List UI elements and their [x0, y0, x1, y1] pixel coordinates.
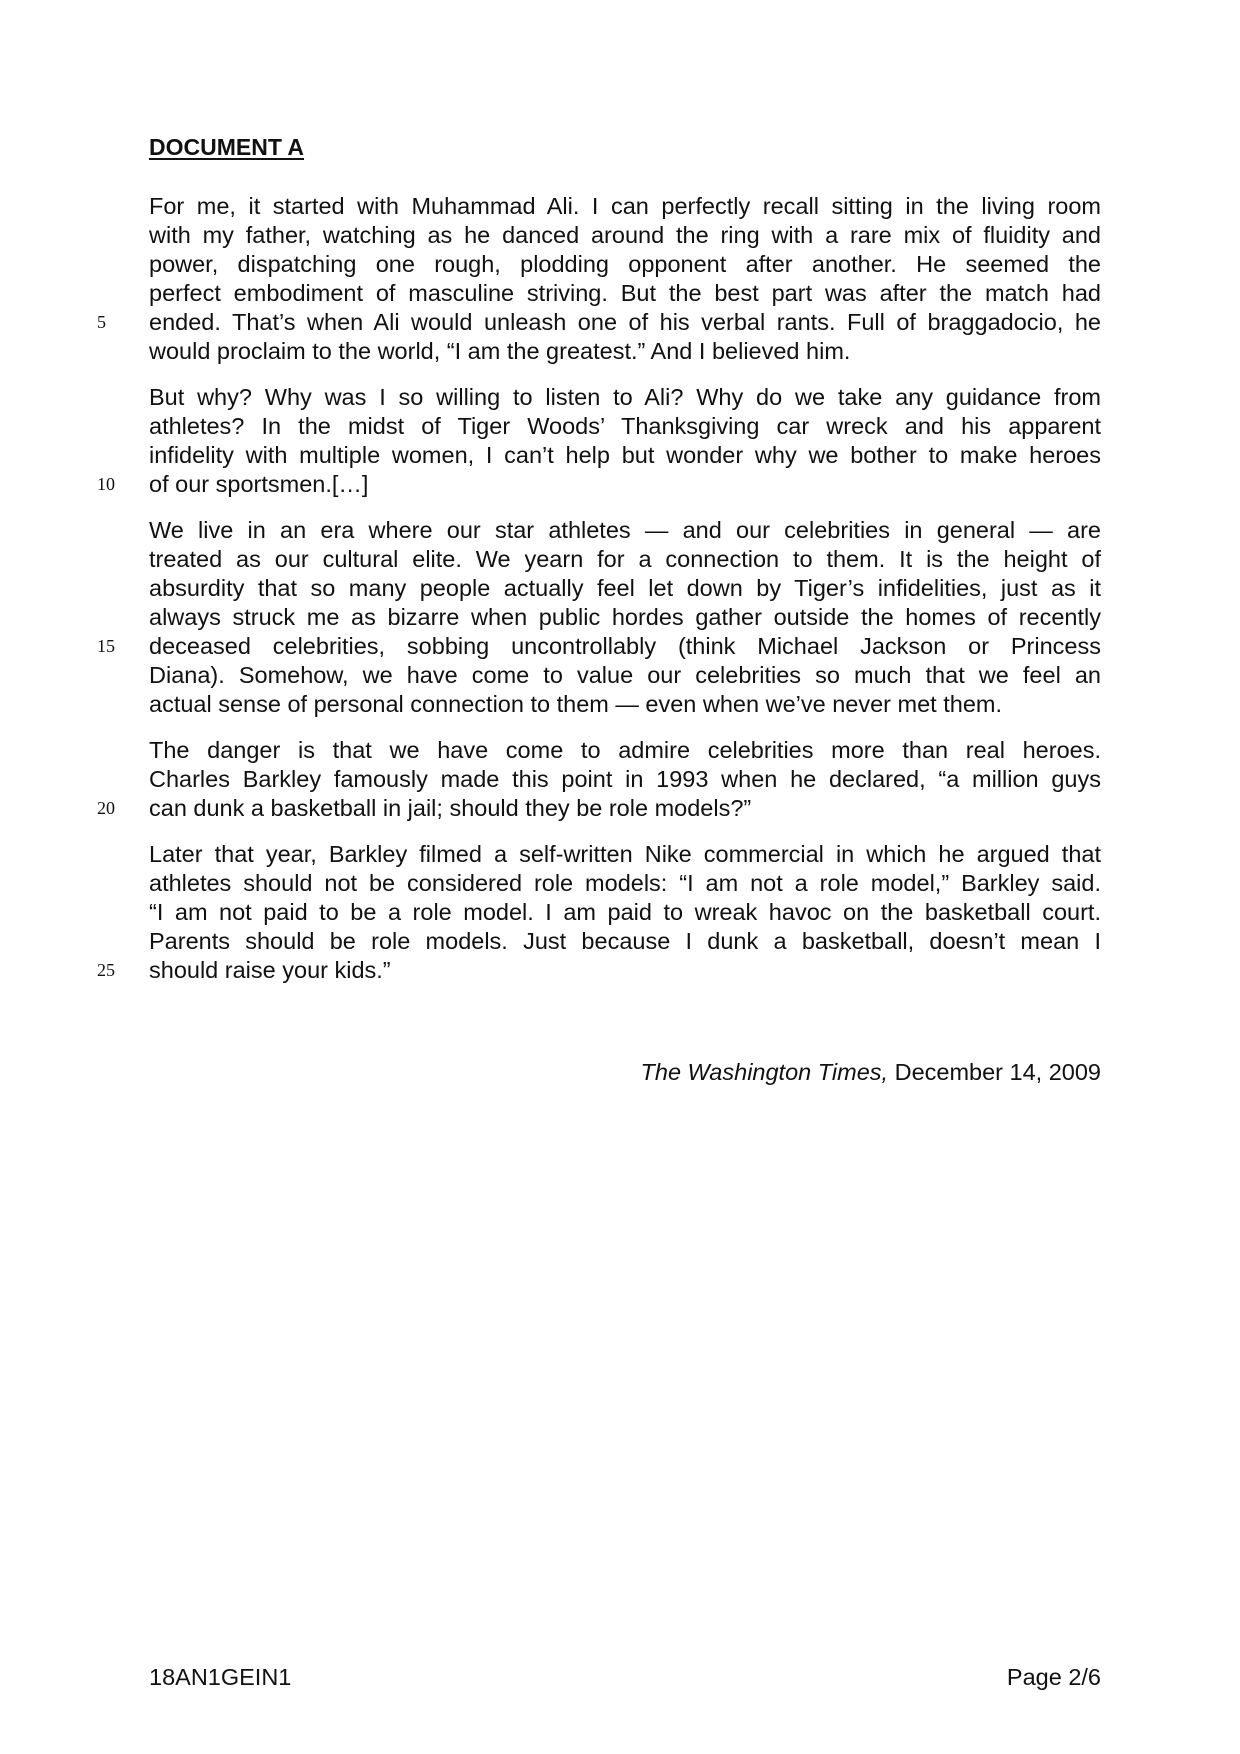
line-number: 15 — [97, 636, 115, 656]
line-number: 20 — [97, 798, 115, 818]
source-publication: The Washington Times, — [640, 1059, 889, 1085]
text-line: of our sportsmen.[…] — [149, 471, 369, 497]
source-citation — [641, 1058, 1101, 1087]
text-line: can dunk a basketball in jail; should they be role models?” — [149, 795, 752, 821]
text-line: deceased celebrities, sobbing uncontrollably (think Michael Jackson or Princess — [149, 633, 1101, 659]
text-line: For me, it started with Muhammad Ali. I can perfectly recall sitting in the living room — [149, 193, 1101, 219]
text-line: infidelity with multiple women, I can’t help but wonder why we bother to make heroes — [149, 442, 1101, 468]
text-line: Charles Barkley famously made this point in 1993 when he declared, “a million guys — [149, 766, 1101, 792]
text-line: “I am not paid to be a role model. I am paid to wreak havoc on the basketball court. — [149, 899, 1101, 925]
text-line: Diana). Somehow, we have come to value our celebrities so much that we feel an — [149, 662, 1101, 688]
text-line: Later that year, Barkley filmed a self-written Nike commercial in which he argued that — [149, 841, 1101, 867]
document-heading: DOCUMENT A — [149, 134, 305, 160]
text-line: should raise your kids.” — [149, 957, 391, 983]
text-line: with my father, watching as he danced around the ring with a rare mix of fluidity and — [149, 222, 1101, 248]
text-line: athletes should not be considered role models: “I am not a role model,” Barkley said. — [149, 870, 1101, 896]
text-line: actual sense of personal connection to them — even when we’ve never met them. — [149, 691, 1002, 717]
line-number: 10 — [97, 474, 115, 494]
text-line: absurdity that so many people actually feel let down by Tiger’s infidelities, just as it — [149, 575, 1101, 601]
footer-document-code: 18AN1GEIN1 — [149, 1664, 292, 1690]
text-line: perfect embodiment of masculine striving. But the best part was after the match had — [149, 280, 1101, 306]
footer-page-number: Page 2/6 — [1006, 1664, 1101, 1690]
text-line: We live in an era where our star athletes — and our celebrities in general — are — [149, 517, 1101, 543]
text-line: The danger is that we have come to admire celebrities more than real heroes. — [149, 737, 1101, 763]
source-date: December 14, 2009 — [894, 1059, 1101, 1085]
line-number: 25 — [97, 960, 115, 980]
text-line: Parents should be role models. Just because I dunk a basketball, doesn’t mean I — [149, 928, 1101, 954]
text-line: But why? Why was I so willing to listen to Ali? Why do we take any guidance from — [149, 384, 1101, 410]
text-line: athletes? In the midst of Tiger Woods’ Thanksgiving car wreck and his apparent — [149, 413, 1101, 439]
text-line: would proclaim to the world, “I am the greatest.” And I believed him. — [149, 338, 851, 364]
line-number: 5 — [97, 312, 106, 332]
text-line: ended. That’s when Ali would unleash one of his verbal rants. Full of braggadocio, he — [149, 309, 1101, 335]
text-line: always struck me as bizarre when public hordes gather outside the homes of recently — [149, 604, 1101, 630]
text-line: power, dispatching one rough, plodding opponent after another. He seemed the — [149, 251, 1101, 277]
text-line: treated as our cultural elite. We yearn for a connection to them. It is the height of — [149, 546, 1101, 572]
